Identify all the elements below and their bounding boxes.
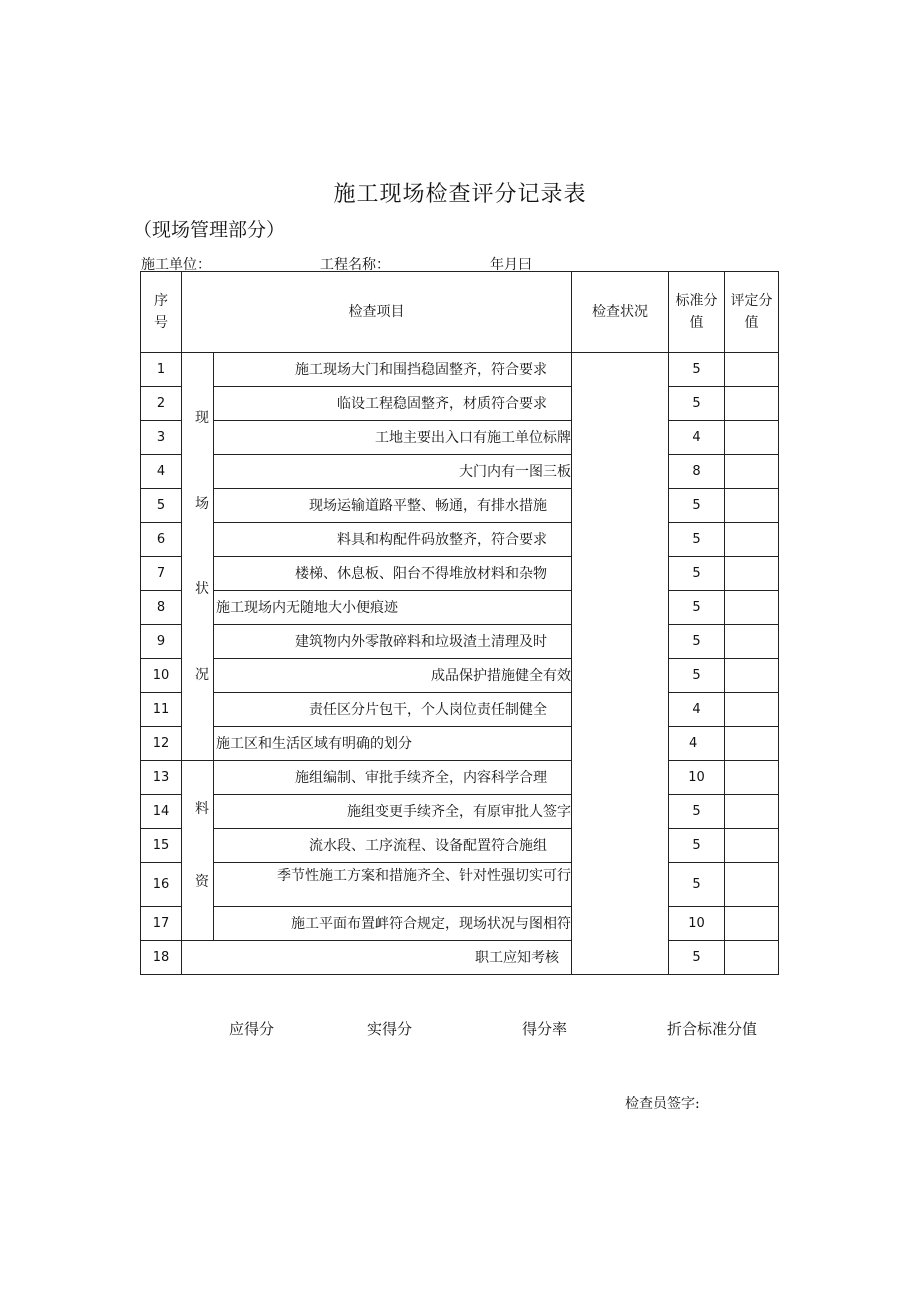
row-number: 13 [141,761,182,795]
check-item: 流水段、工序流程、设备配置符合施组 [214,829,572,863]
item-column-header: 检查项目 [182,272,572,353]
table-row [141,659,779,693]
row-number: 6 [141,523,182,557]
table-row [141,907,779,941]
standard-score: 5 [669,387,725,421]
standard-score: 5 [669,489,725,523]
table-row [141,455,779,489]
category-site-status [182,353,214,761]
page-title: 施工现场检查评分记录表 [333,182,587,207]
rated-score-cell [725,863,779,907]
check-item: 楼梯、休息板、阳台不得堆放材料和杂物 [214,557,572,591]
rated-score-cell [725,489,779,523]
table-row [141,523,779,557]
category-char: 资 [195,874,209,890]
seq-column-header: 序号 [141,272,182,353]
construction-unit-label: 施工单位： [141,257,211,273]
row-number: 5 [141,489,182,523]
rated-score-cell [725,625,779,659]
row-number: 2 [141,387,182,421]
table-row [141,795,779,829]
rated-score-cell [725,659,779,693]
rated-score-cell [725,941,779,975]
standard-score: 10 [669,907,725,941]
status-cell [572,353,669,975]
category-char: 现 [195,410,209,426]
rated-score-cell [725,727,779,761]
rated-score-cell [725,829,779,863]
row-number: 18 [141,941,182,975]
score-rate-label: 得分率 [522,1020,568,1038]
table-row [141,761,779,795]
rated-score-cell [725,693,779,727]
row-number: 1 [141,353,182,387]
row-number: 17 [141,907,182,941]
check-item: 建筑物内外零散碎料和垃圾渣土清理及时 [214,625,572,659]
actual-score-label: 实得分 [367,1020,413,1038]
table-row [141,625,779,659]
converted-score-label: 折合标准分值 [667,1020,758,1038]
standard-score: 5 [669,353,725,387]
table-row [141,591,779,625]
inspection-score-table [140,271,779,975]
inspector-signature-label: 检查员签字: [625,1096,700,1112]
table-row [141,829,779,863]
check-item: 季节性施工方案和措施齐全、针对性强切实可行 [214,863,572,907]
check-item: 临设工程稳固整齐，材质符合要求 [214,387,572,421]
check-item: 工地主要出入口有施工单位标牌 [214,421,572,455]
category-char: 场 [195,496,209,512]
row-number: 12 [141,727,182,761]
table-row [141,489,779,523]
rated-score-column-header: 评定分值 [725,272,779,353]
standard-score: 4 [669,693,725,727]
row-number: 15 [141,829,182,863]
row-number: 11 [141,693,182,727]
check-item: 施组变更手续齐全，有原审批人签字 [214,795,572,829]
standard-score: 4 [669,727,725,761]
check-item: 施工平面布置衅符合规定，现场状况与图相符 [214,907,572,941]
check-item: 现场运输道路平整、畅通，有排水措施 [214,489,572,523]
standard-score: 5 [669,659,725,693]
table-row [141,353,779,387]
table-row [141,863,779,907]
standard-score: 5 [669,591,725,625]
row-number: 7 [141,557,182,591]
standard-score: 5 [669,795,725,829]
rated-score-cell [725,557,779,591]
row-number: 3 [141,421,182,455]
check-item: 责任区分片包干，个人岗位责任制健全 [214,693,572,727]
category-char: 状 [195,581,209,597]
check-item: 料具和构配件码放整齐，符合要求 [214,523,572,557]
table-header-row [141,272,779,353]
category-char: 况 [195,667,209,683]
category-char: 料 [195,801,209,817]
standard-score: 4 [669,421,725,455]
should-score-label: 应得分 [229,1020,275,1038]
rated-score-cell [725,761,779,795]
standard-score: 5 [669,523,725,557]
rated-score-cell [725,795,779,829]
check-item: 施组编制、审批手续齐全，内容科学合理 [214,761,572,795]
rated-score-cell [725,421,779,455]
table-row [141,421,779,455]
row-number: 4 [141,455,182,489]
rated-score-cell [725,523,779,557]
category-documents [182,761,214,941]
check-item: 大门内有一图三板 [214,455,572,489]
standard-score-column-header: 标准分值 [669,272,725,353]
row-number: 9 [141,625,182,659]
standard-score: 5 [669,625,725,659]
check-item: 职工应知考核 [182,941,572,975]
page-subtitle: （现场管理部分） [133,219,286,241]
check-item: 施工现场大门和围挡稳固整齐，符合要求 [214,353,572,387]
date-label: 年月曰 [490,257,532,273]
row-number: 8 [141,591,182,625]
standard-score: 10 [669,761,725,795]
standard-score: 5 [669,941,725,975]
table-row [141,693,779,727]
standard-score: 5 [669,863,725,907]
rated-score-cell [725,591,779,625]
standard-score: 5 [669,829,725,863]
standard-score: 8 [669,455,725,489]
row-number: 16 [141,863,182,907]
table-row [141,387,779,421]
check-item: 施工现场内无随地大小便痕迹 [214,591,572,625]
rated-score-cell [725,387,779,421]
check-item: 施工区和生活区域有明确的划分 [214,727,572,761]
status-column-header: 检查状况 [572,272,669,353]
standard-score: 5 [669,557,725,591]
rated-score-cell [725,353,779,387]
table-row [141,727,779,761]
table-row [141,941,779,975]
rated-score-cell [725,907,779,941]
row-number: 14 [141,795,182,829]
check-item: 成品保护措施健全有效 [214,659,572,693]
table-row [141,557,779,591]
row-number: 10 [141,659,182,693]
project-name-label: 工程名称： [320,257,390,273]
rated-score-cell [725,455,779,489]
